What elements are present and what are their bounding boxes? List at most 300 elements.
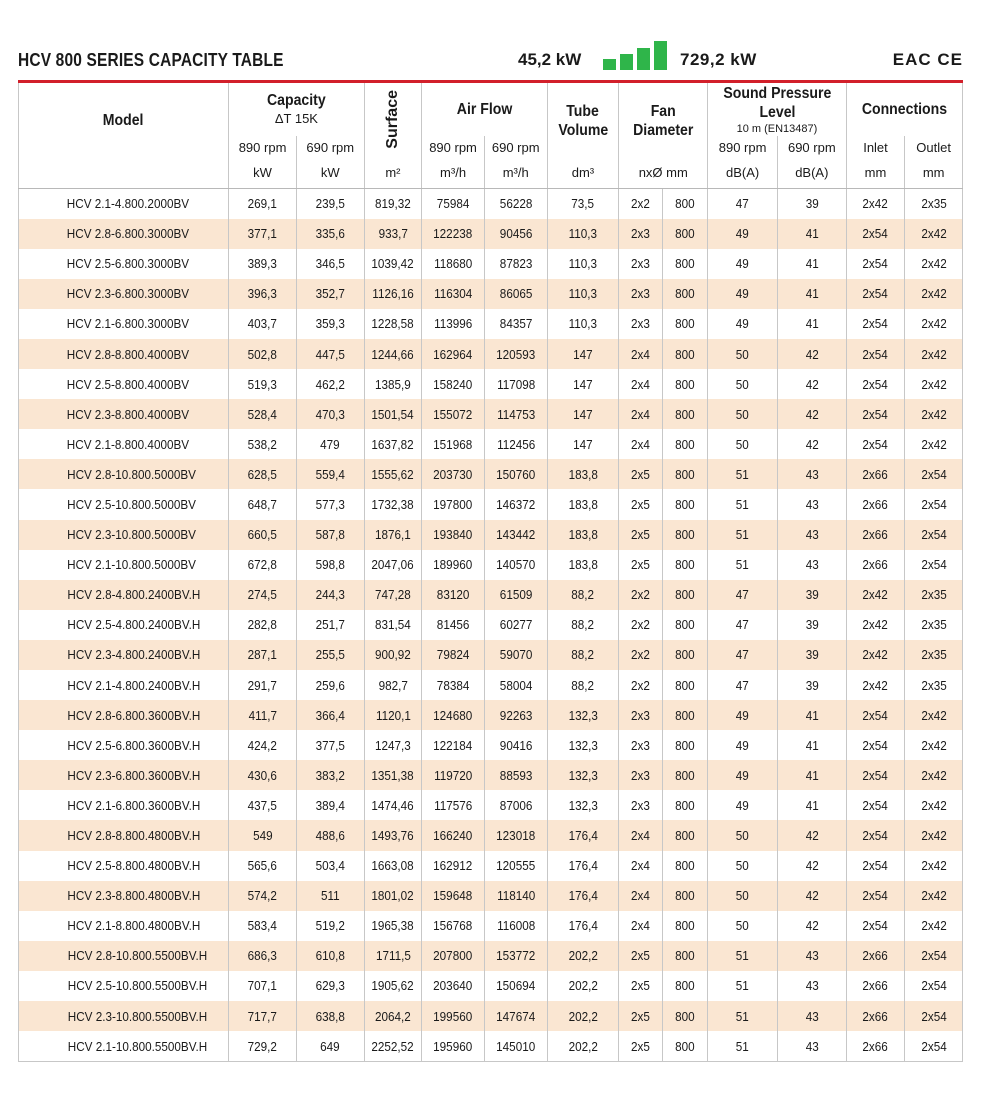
cell-sound-690: 41 (777, 219, 846, 249)
capacity-min: 45,2 kW (518, 50, 582, 69)
cell-sound-690: 39 (777, 640, 846, 670)
cell-sound-690: 42 (777, 911, 846, 941)
cell-capacity-690: 447,5 (296, 339, 364, 369)
cell-sound-690: 41 (777, 700, 846, 730)
cell-tube-volume: 88,2 (547, 610, 619, 640)
cell-airflow-890: 197800 (422, 489, 485, 519)
cell-capacity-690: 638,8 (296, 1001, 364, 1031)
table-row (19, 881, 963, 911)
table-row (19, 219, 963, 249)
cell-capacity-690: 470,3 (296, 399, 364, 429)
cell-surface: 1039,42 (364, 249, 422, 279)
cell-capacity-690: 346,5 (296, 249, 364, 279)
table-row (19, 730, 963, 760)
cell-fan-diameter: 800 (662, 881, 707, 911)
cell-airflow-890: 124680 (422, 700, 485, 730)
cell-capacity-890: 583,4 (229, 911, 297, 941)
cell-fan-diameter: 800 (662, 399, 707, 429)
cell-fan-count: 2x3 (619, 700, 662, 730)
unit-model (19, 158, 229, 188)
cell-surface: 1637,82 (364, 429, 422, 459)
cell-sound-690: 39 (777, 610, 846, 640)
cell-model: HCV 2.1-4.800.2000BV (19, 188, 229, 219)
cell-model: HCV 2.8-6.800.3600BV.H (19, 700, 229, 730)
table-row (19, 790, 963, 820)
cell-sound-690: 43 (777, 459, 846, 489)
col-snd-rpm-low: 690 rpm (777, 136, 846, 158)
cell-airflow-690: 61509 (484, 580, 547, 610)
cell-outlet: 2x42 (905, 881, 963, 911)
cell-inlet: 2x66 (846, 489, 905, 519)
cell-sound-690: 41 (777, 730, 846, 760)
cell-inlet: 2x54 (846, 851, 905, 881)
cell-sound-690: 43 (777, 489, 846, 519)
cell-surface: 1711,5 (364, 941, 422, 971)
cell-capacity-690: 610,8 (296, 941, 364, 971)
cell-capacity-890: 574,2 (229, 881, 297, 911)
cell-outlet: 2x42 (905, 429, 963, 459)
cell-airflow-690: 120593 (484, 339, 547, 369)
cell-capacity-890: 672,8 (229, 550, 297, 580)
cell-airflow-890: 79824 (422, 640, 485, 670)
cell-model: HCV 2.5-10.800.5000BV (19, 489, 229, 519)
col-air-rpm-high: 890 rpm (422, 136, 485, 158)
cell-sound-690: 42 (777, 820, 846, 850)
cell-capacity-690: 598,8 (296, 550, 364, 580)
cell-model: HCV 2.8-8.800.4800BV.H (19, 820, 229, 850)
cell-outlet: 2x42 (905, 700, 963, 730)
cell-tube-volume: 176,4 (547, 911, 619, 941)
cell-model: HCV 2.1-8.800.4000BV (19, 429, 229, 459)
cell-capacity-690: 462,2 (296, 369, 364, 399)
cell-inlet: 2x54 (846, 279, 905, 309)
cell-sound-690: 39 (777, 670, 846, 700)
table-row (19, 550, 963, 580)
cell-inlet: 2x54 (846, 219, 905, 249)
cell-fan-count: 2x5 (619, 971, 662, 1001)
page-title: HCV 800 SERIES CAPACITY TABLE (18, 50, 284, 70)
cell-fan-diameter: 800 (662, 941, 707, 971)
cell-inlet: 2x42 (846, 640, 905, 670)
cell-sound-890: 50 (708, 820, 778, 850)
col-tube-volume: Tube Volume (547, 83, 619, 158)
cell-fan-diameter: 800 (662, 820, 707, 850)
cell-outlet: 2x54 (905, 1001, 963, 1031)
cell-airflow-890: 162912 (422, 851, 485, 881)
cell-sound-890: 51 (708, 941, 778, 971)
cell-model: HCV 2.5-10.800.5500BV.H (19, 971, 229, 1001)
cell-inlet: 2x54 (846, 760, 905, 790)
cell-surface: 1493,76 (364, 820, 422, 850)
cell-surface: 1474,46 (364, 790, 422, 820)
cell-outlet: 2x42 (905, 760, 963, 790)
unit-tube: dm³ (547, 158, 619, 188)
cell-fan-diameter: 800 (662, 971, 707, 1001)
cell-tube-volume: 110,3 (547, 309, 619, 339)
cell-model: HCV 2.3-10.800.5500BV.H (19, 1001, 229, 1031)
cell-tube-volume: 147 (547, 369, 619, 399)
cell-tube-volume: 110,3 (547, 279, 619, 309)
cell-outlet: 2x42 (905, 219, 963, 249)
cell-airflow-690: 59070 (484, 640, 547, 670)
cell-model: HCV 2.1-10.800.5500BV.H (19, 1031, 229, 1062)
cell-outlet: 2x35 (905, 640, 963, 670)
cell-outlet: 2x42 (905, 399, 963, 429)
cell-tube-volume: 88,2 (547, 580, 619, 610)
col-inlet: Inlet (846, 136, 905, 158)
cell-airflow-890: 193840 (422, 520, 485, 550)
cell-tube-volume: 132,3 (547, 700, 619, 730)
cell-airflow-690: 118140 (484, 881, 547, 911)
cell-fan-diameter: 800 (662, 1001, 707, 1031)
cell-airflow-690: 140570 (484, 550, 547, 580)
cell-capacity-690: 519,2 (296, 911, 364, 941)
cell-fan-diameter: 800 (662, 790, 707, 820)
cell-model: HCV 2.1-6.800.3000BV (19, 309, 229, 339)
cell-sound-690: 43 (777, 1031, 846, 1062)
cell-capacity-690: 577,3 (296, 489, 364, 519)
cell-surface: 1905,62 (364, 971, 422, 1001)
table-row (19, 309, 963, 339)
cell-inlet: 2x66 (846, 520, 905, 550)
cell-airflow-690: 143442 (484, 520, 547, 550)
cell-fan-count: 2x4 (619, 911, 662, 941)
cell-inlet: 2x66 (846, 1001, 905, 1031)
unit-cap-low: kW (296, 158, 364, 188)
table-row (19, 489, 963, 519)
cell-fan-diameter: 800 (662, 188, 707, 219)
cell-capacity-890: 437,5 (229, 790, 297, 820)
table-row (19, 459, 963, 489)
cell-fan-diameter: 800 (662, 520, 707, 550)
cell-capacity-690: 479 (296, 429, 364, 459)
cell-outlet: 2x54 (905, 550, 963, 580)
cell-inlet: 2x42 (846, 610, 905, 640)
col-capacity: Capacity ΔT 15K (229, 83, 364, 136)
cell-fan-count: 2x5 (619, 520, 662, 550)
capacity-bar (637, 48, 650, 70)
cell-fan-diameter: 800 (662, 1031, 707, 1062)
cell-sound-890: 49 (708, 700, 778, 730)
cell-fan-count: 2x3 (619, 760, 662, 790)
cell-capacity-890: 403,7 (229, 309, 297, 339)
cell-tube-volume: 88,2 (547, 640, 619, 670)
cell-sound-890: 51 (708, 1031, 778, 1062)
table-row (19, 429, 963, 459)
cell-tube-volume: 147 (547, 339, 619, 369)
cell-model: HCV 2.5-4.800.2400BV.H (19, 610, 229, 640)
cell-model: HCV 2.3-4.800.2400BV.H (19, 640, 229, 670)
cell-fan-diameter: 800 (662, 550, 707, 580)
cell-capacity-890: 528,4 (229, 399, 297, 429)
cell-fan-count: 2x5 (619, 459, 662, 489)
cell-sound-690: 43 (777, 971, 846, 1001)
cell-tube-volume: 183,8 (547, 489, 619, 519)
cell-model: HCV 2.8-10.800.5000BV (19, 459, 229, 489)
col-outlet: Outlet (905, 136, 963, 158)
table-row (19, 520, 963, 550)
cell-surface: 819,32 (364, 188, 422, 219)
cell-airflow-690: 112456 (484, 429, 547, 459)
cell-sound-890: 49 (708, 760, 778, 790)
cell-tube-volume: 88,2 (547, 670, 619, 700)
table-row (19, 760, 963, 790)
unit-outlet: mm (905, 158, 963, 188)
cell-surface: 2047,06 (364, 550, 422, 580)
cell-capacity-690: 587,8 (296, 520, 364, 550)
cell-sound-890: 51 (708, 971, 778, 1001)
cell-capacity-890: 707,1 (229, 971, 297, 1001)
cell-capacity-690: 488,6 (296, 820, 364, 850)
cell-outlet: 2x54 (905, 1031, 963, 1062)
cell-tube-volume: 132,3 (547, 790, 619, 820)
table-row (19, 941, 963, 971)
cell-airflow-690: 58004 (484, 670, 547, 700)
cell-fan-count: 2x3 (619, 249, 662, 279)
cell-model: HCV 2.3-10.800.5000BV (19, 520, 229, 550)
cell-outlet: 2x42 (905, 249, 963, 279)
cell-airflow-690: 88593 (484, 760, 547, 790)
cell-fan-diameter: 800 (662, 339, 707, 369)
cell-fan-diameter: 800 (662, 700, 707, 730)
cell-tube-volume: 202,2 (547, 971, 619, 1001)
cell-capacity-890: 291,7 (229, 670, 297, 700)
cell-outlet: 2x35 (905, 580, 963, 610)
cell-inlet: 2x54 (846, 429, 905, 459)
cell-outlet: 2x42 (905, 730, 963, 760)
cell-model: HCV 2.8-8.800.4000BV (19, 339, 229, 369)
cell-outlet: 2x35 (905, 188, 963, 219)
cell-sound-690: 42 (777, 429, 846, 459)
cell-airflow-690: 153772 (484, 941, 547, 971)
cell-surface: 1876,1 (364, 520, 422, 550)
cell-model: HCV 2.5-6.800.3600BV.H (19, 730, 229, 760)
cell-airflow-890: 155072 (422, 399, 485, 429)
cell-fan-diameter: 800 (662, 279, 707, 309)
cell-surface: 1385,9 (364, 369, 422, 399)
cell-airflow-690: 114753 (484, 399, 547, 429)
cell-fan-count: 2x3 (619, 279, 662, 309)
cell-inlet: 2x42 (846, 188, 905, 219)
table-row (19, 279, 963, 309)
header-bar (18, 50, 963, 74)
cell-airflow-890: 199560 (422, 1001, 485, 1031)
cell-surface: 1555,62 (364, 459, 422, 489)
cell-sound-690: 42 (777, 369, 846, 399)
cell-sound-890: 51 (708, 489, 778, 519)
cell-fan-diameter: 800 (662, 851, 707, 881)
cell-fan-diameter: 800 (662, 369, 707, 399)
cell-capacity-890: 377,1 (229, 219, 297, 249)
cell-capacity-890: 519,3 (229, 369, 297, 399)
cell-airflow-890: 117576 (422, 790, 485, 820)
table-row (19, 1001, 963, 1031)
cell-airflow-690: 147674 (484, 1001, 547, 1031)
cell-inlet: 2x54 (846, 369, 905, 399)
cell-airflow-890: 81456 (422, 610, 485, 640)
cell-tube-volume: 176,4 (547, 881, 619, 911)
col-snd-rpm-high: 890 rpm (708, 136, 778, 158)
cell-sound-690: 41 (777, 309, 846, 339)
col-cap-rpm-high: 890 rpm (229, 136, 297, 158)
cell-airflow-890: 83120 (422, 580, 485, 610)
cell-capacity-690: 335,6 (296, 219, 364, 249)
cell-tube-volume: 147 (547, 429, 619, 459)
cell-airflow-690: 90456 (484, 219, 547, 249)
cell-sound-690: 43 (777, 941, 846, 971)
cell-fan-count: 2x4 (619, 399, 662, 429)
cell-model: HCV 2.1-10.800.5000BV (19, 550, 229, 580)
cell-airflow-890: 116304 (422, 279, 485, 309)
cell-sound-690: 43 (777, 550, 846, 580)
cell-outlet: 2x54 (905, 941, 963, 971)
cell-tube-volume: 183,8 (547, 459, 619, 489)
cell-airflow-690: 87006 (484, 790, 547, 820)
cell-fan-count: 2x2 (619, 610, 662, 640)
cell-surface: 1351,38 (364, 760, 422, 790)
cell-fan-count: 2x5 (619, 1001, 662, 1031)
col-surface: Surface (364, 83, 422, 158)
cell-model: HCV 2.8-10.800.5500BV.H (19, 941, 229, 971)
cell-model: HCV 2.1-8.800.4800BV.H (19, 911, 229, 941)
cell-airflow-690: 120555 (484, 851, 547, 881)
table-row (19, 1031, 963, 1062)
cell-capacity-890: 430,6 (229, 760, 297, 790)
col-cap-rpm-low: 690 rpm (296, 136, 364, 158)
cell-airflow-690: 150694 (484, 971, 547, 1001)
cell-inlet: 2x54 (846, 730, 905, 760)
cell-capacity-890: 269,1 (229, 188, 297, 219)
cell-sound-890: 51 (708, 520, 778, 550)
table-row (19, 188, 963, 219)
cell-inlet: 2x54 (846, 700, 905, 730)
cell-model: HCV 2.8-6.800.3000BV (19, 219, 229, 249)
sound-note: 10 m (EN13487) (736, 122, 818, 135)
cell-fan-diameter: 800 (662, 219, 707, 249)
cell-capacity-890: 565,6 (229, 851, 297, 881)
cell-sound-890: 49 (708, 249, 778, 279)
cell-sound-890: 51 (708, 1001, 778, 1031)
table-row (19, 911, 963, 941)
cell-sound-890: 49 (708, 309, 778, 339)
cell-sound-690: 43 (777, 1001, 846, 1031)
cell-inlet: 2x54 (846, 911, 905, 941)
cell-airflow-690: 117098 (484, 369, 547, 399)
table-header (19, 83, 963, 188)
cell-sound-890: 50 (708, 339, 778, 369)
cell-airflow-890: 158240 (422, 369, 485, 399)
cell-sound-890: 47 (708, 188, 778, 219)
cell-model: HCV 2.1-4.800.2400BV.H (19, 670, 229, 700)
col-connections: Connections (846, 83, 962, 136)
cell-fan-diameter: 800 (662, 459, 707, 489)
cell-fan-count: 2x3 (619, 730, 662, 760)
cell-surface: 1247,3 (364, 730, 422, 760)
cell-capacity-890: 502,8 (229, 339, 297, 369)
cell-model: HCV 2.8-4.800.2400BV.H (19, 580, 229, 610)
capacity-bar (654, 41, 667, 70)
capacity-bar (620, 54, 633, 70)
cell-outlet: 2x54 (905, 459, 963, 489)
cell-airflow-890: 78384 (422, 670, 485, 700)
cell-capacity-890: 411,7 (229, 700, 297, 730)
cell-capacity-690: 629,3 (296, 971, 364, 1001)
cell-capacity-690: 389,4 (296, 790, 364, 820)
cell-inlet: 2x54 (846, 820, 905, 850)
unit-air-low: m³/h (484, 158, 547, 188)
cell-sound-890: 50 (708, 429, 778, 459)
cell-fan-diameter: 800 (662, 911, 707, 941)
unit-fan: nxØ mm (619, 158, 708, 188)
cell-tube-volume: 110,3 (547, 249, 619, 279)
table-row (19, 399, 963, 429)
cell-surface: 2252,52 (364, 1031, 422, 1062)
cell-tube-volume: 202,2 (547, 1001, 619, 1031)
table-row (19, 580, 963, 610)
cell-fan-count: 2x2 (619, 640, 662, 670)
cell-tube-volume: 176,4 (547, 820, 619, 850)
cell-airflow-690: 84357 (484, 309, 547, 339)
cell-airflow-890: 189960 (422, 550, 485, 580)
cell-capacity-690: 377,5 (296, 730, 364, 760)
table-row (19, 700, 963, 730)
col-sound-pressure: Sound Pressure Level 10 m (EN13487) (708, 83, 846, 136)
cell-sound-690: 42 (777, 881, 846, 911)
cell-surface: 1732,38 (364, 489, 422, 519)
cell-airflow-890: 119720 (422, 760, 485, 790)
cell-model: HCV 2.3-8.800.4000BV (19, 399, 229, 429)
cell-sound-890: 49 (708, 790, 778, 820)
cell-fan-count: 2x4 (619, 369, 662, 399)
cell-outlet: 2x35 (905, 670, 963, 700)
table-row (19, 640, 963, 670)
cell-capacity-690: 503,4 (296, 851, 364, 881)
cell-capacity-890: 274,5 (229, 580, 297, 610)
cell-capacity-890: 628,5 (229, 459, 297, 489)
cell-airflow-890: 159648 (422, 881, 485, 911)
cell-surface: 982,7 (364, 670, 422, 700)
cell-outlet: 2x42 (905, 820, 963, 850)
cell-sound-890: 47 (708, 670, 778, 700)
cell-airflow-890: 203730 (422, 459, 485, 489)
cell-outlet: 2x54 (905, 971, 963, 1001)
cell-airflow-690: 60277 (484, 610, 547, 640)
cell-inlet: 2x54 (846, 249, 905, 279)
cell-fan-diameter: 800 (662, 489, 707, 519)
cell-sound-690: 39 (777, 580, 846, 610)
cell-fan-count: 2x3 (619, 309, 662, 339)
cell-capacity-890: 287,1 (229, 640, 297, 670)
cell-capacity-890: 396,3 (229, 279, 297, 309)
cell-surface: 1244,66 (364, 339, 422, 369)
cell-airflow-690: 123018 (484, 820, 547, 850)
cell-tube-volume: 202,2 (547, 941, 619, 971)
cell-fan-count: 2x4 (619, 820, 662, 850)
col-airflow: Air Flow (422, 83, 547, 136)
cell-inlet: 2x42 (846, 670, 905, 700)
table-row (19, 971, 963, 1001)
cell-airflow-890: 151968 (422, 429, 485, 459)
cell-capacity-890: 717,7 (229, 1001, 297, 1031)
unit-inlet: mm (846, 158, 905, 188)
cell-outlet: 2x54 (905, 520, 963, 550)
cell-capacity-890: 549 (229, 820, 297, 850)
cell-sound-890: 50 (708, 911, 778, 941)
cell-sound-690: 41 (777, 249, 846, 279)
cell-airflow-890: 156768 (422, 911, 485, 941)
cell-capacity-890: 648,7 (229, 489, 297, 519)
cell-capacity-690: 383,2 (296, 760, 364, 790)
